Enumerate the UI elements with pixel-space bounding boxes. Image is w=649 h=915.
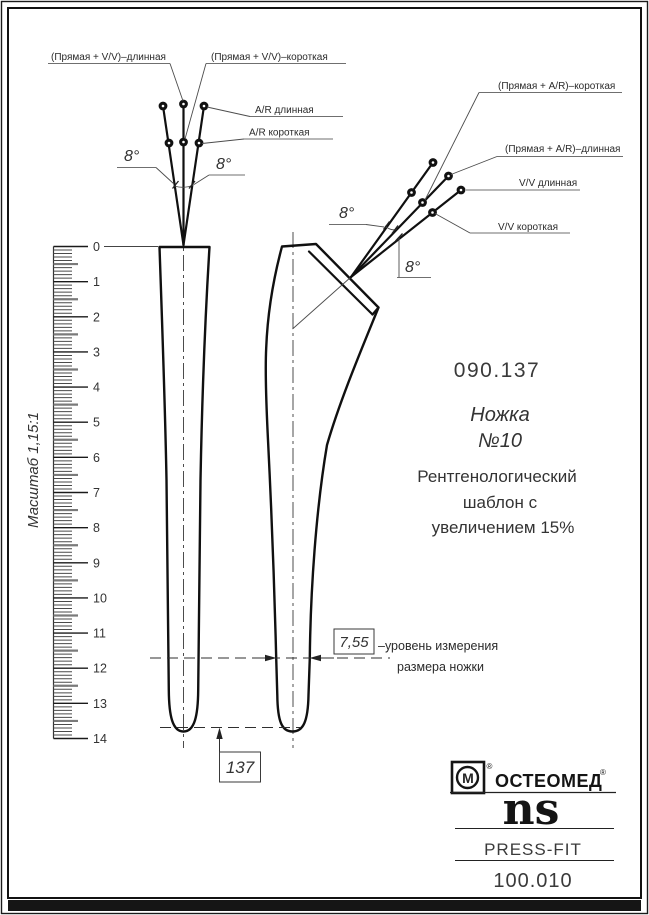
label-straight-ar-short: (Прямая + A/R)–короткая [498, 81, 616, 92]
label-straight-vv-long: (Прямая + V/V)–длинная [51, 52, 166, 63]
leader-line [207, 107, 250, 117]
leader-line [170, 64, 183, 102]
label-straight-vv-short: (Прямая + V/V)–короткая [211, 52, 328, 63]
leader-line [185, 64, 206, 140]
width-dimension [150, 629, 498, 674]
ruler-number: 8 [93, 521, 100, 536]
label-ar-long: A/R длинная [255, 105, 314, 116]
width-note-line1: –уровень измерения [378, 639, 499, 653]
angle-label-right: 8° [216, 156, 232, 173]
part-name: Ножка [470, 404, 530, 426]
ruler-number: 3 [93, 345, 100, 360]
angle-label-left: 8° [124, 148, 140, 165]
brand-registered-icon: ® [600, 768, 606, 777]
catalog-number: 100.010 [493, 870, 573, 892]
leader-line [194, 175, 209, 185]
ruler-number: 10 [93, 591, 107, 606]
ruler-number: 0 [93, 240, 100, 254]
label-vv-long: V/V длинная [519, 178, 578, 189]
neck-axis-trace [293, 277, 352, 329]
ruler-scale-label: Масштаб 1,15:1 [25, 412, 42, 528]
ruler-ticks [54, 240, 107, 746]
ruler-number: 14 [93, 732, 107, 746]
part-number: 090.137 [453, 359, 541, 382]
ruler-number: 11 [93, 626, 106, 641]
arrowhead-up [216, 728, 222, 740]
length-dimension [160, 728, 300, 783]
leader-line [435, 214, 470, 234]
angle-label-upper: 8° [339, 205, 355, 222]
label-straight-ar-long: (Прямая + A/R)–длинная [505, 144, 621, 155]
logo-registered-icon: ® [486, 762, 493, 771]
ruler-number: 4 [93, 380, 100, 395]
angle-label-lower: 8° [405, 259, 421, 276]
title-block [417, 359, 576, 537]
ruler-number: 5 [93, 415, 100, 430]
neck-axis-vv-left [163, 106, 184, 245]
length-value: 137 [225, 758, 255, 777]
neck-axis-straight-lat [351, 176, 449, 277]
ruler-number: 2 [93, 310, 100, 325]
scale-ruler [25, 240, 158, 746]
logo-letter: М [462, 770, 474, 786]
neck-axis-ar-upper [351, 163, 433, 278]
neck-axis-vv-right [184, 106, 205, 245]
leader-line [366, 225, 384, 228]
arrowhead-right [265, 655, 277, 661]
brand-name: ОСТЕОМЕД [495, 771, 603, 791]
leader-line [451, 157, 497, 175]
stem-frontal-view [48, 52, 346, 748]
series-logo: ns [502, 784, 560, 835]
ruler-number: 6 [93, 450, 100, 465]
frontal-stem-outline [160, 247, 210, 732]
label-vv-short: V/V короткая [498, 222, 558, 233]
arrowhead-left [310, 655, 322, 661]
product-line: PRESS-FIT [484, 840, 582, 859]
ruler-number: 1 [93, 275, 100, 290]
description-line1: Рентгенологический [417, 467, 577, 486]
leader-line [156, 168, 174, 185]
bottom-bar [8, 900, 641, 911]
ruler-number: 7 [93, 486, 100, 500]
ruler-number: 13 [93, 696, 107, 711]
ruler-number: 12 [93, 661, 107, 676]
part-size: №10 [478, 430, 522, 452]
width-value: 7,55 [339, 634, 369, 651]
leader-line [202, 139, 244, 144]
description-line2: шаблон с [462, 493, 538, 512]
width-note-line2: размера ножки [397, 660, 484, 674]
description-line3: увеличением 15% [431, 518, 575, 537]
brand-block [450, 762, 616, 892]
leader-line [425, 93, 479, 201]
ruler-number: 9 [93, 556, 100, 571]
label-ar-short: A/R короткая [249, 127, 310, 139]
